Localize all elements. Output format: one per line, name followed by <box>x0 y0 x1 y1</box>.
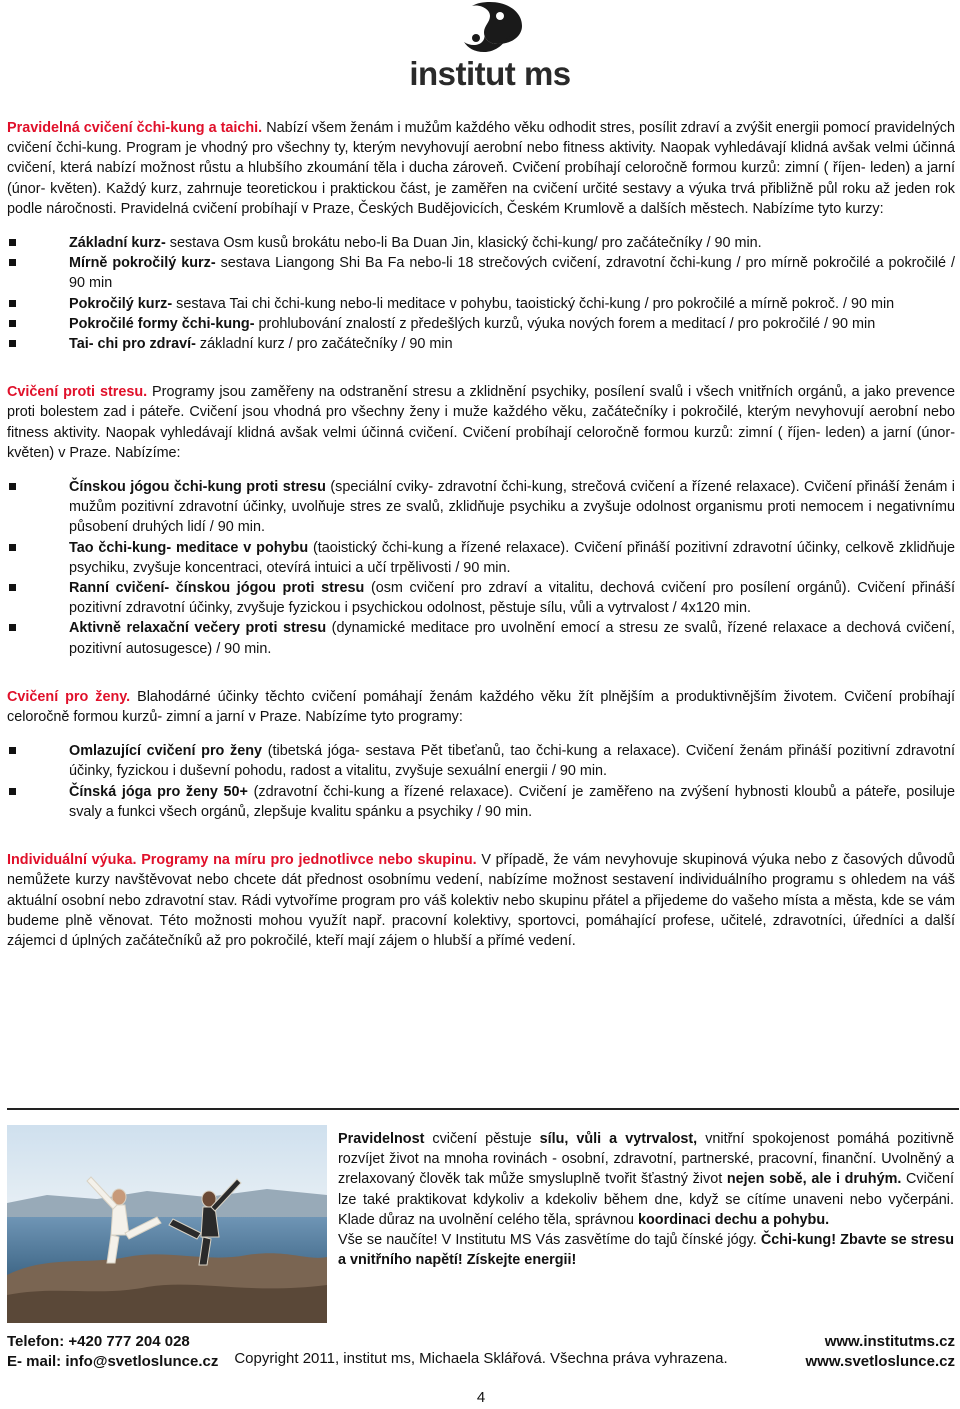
section-body: Nabízí všem ženám i mužům každého věku odhodit stres, posílit zdraví a zvýšit energii pomocí pravidelných cvičení čchi-kung. Program je vhodný pro všechny ty, kterým nevyhovují aerobní nebo fitness aktivity. Naopak vyhledávají klidná avšak velmi účinná cvičení, která nabízí možnost růstu a hlubšího zkoumání těla i ducha zároveň. Cvičení probíhají celoročně formou kurzů: zimní ( říjen- leden) a jarní (únor- květen). Každý kurz, zahrnuje teoretickou i praktickou část, je zaměřen na cvičení určité sestavy a výuka trvá přibližně půl roku až jeden rok podle náročnosti. Pravidelná cvičení probíhají v Praze, Českých Budějovicích, Českém Krumlově a dalších městech. Nabízíme tyto kurzy: <box>7 120 956 217</box>
item-title: Základní kurz- <box>69 235 166 252</box>
section-heading: Cvičení pro ženy. <box>7 688 131 705</box>
section-individual <box>7 850 955 951</box>
section-stress <box>7 382 955 463</box>
list-item <box>7 294 955 314</box>
logo-text: institut ms <box>409 55 571 92</box>
copyright: Copyright 2011, institut ms, Michaela Sklářová. Všechna práva vyhrazena. <box>234 1350 728 1367</box>
item-text: sestava Tai chi čchi-kung nebo-li meditace v pohybu, taoistický čchi-kung / pro pokročilé a mírně pokroč. / 90 min <box>172 295 895 312</box>
sidebox-text <box>338 1129 954 1270</box>
item-text: základní kurz / pro začátečníky / 90 min <box>195 336 453 353</box>
item-title: Aktivně relaxační večery proti stresu <box>69 620 327 637</box>
footer-web-link[interactable]: www.svetloslunce.cz <box>805 1353 955 1370</box>
item-text: prohlubování znalostí z předešlých kurzů, výuka nových forem a meditací / pro pokročilé / 90 min <box>254 315 876 332</box>
section-heading: Pravidelná cvičení čchi-kung a taichi. <box>7 120 263 136</box>
item-text: sestava Osm kusů brokátu nebo-li Ba Duan Jin, klasický čchi-kung/ pro začátečníky / 90 min. <box>165 235 762 252</box>
list-item <box>7 782 955 822</box>
item-text: (dynamické meditace pro uvolnění emocí a stresu ze svalů, řízené relaxace a dechová cvičení, pozitivní autosugesce) / 90 min. <box>69 620 956 657</box>
section-regular-courses <box>7 118 955 219</box>
item-text: (tibetská jóga- sestava Pět tibeťanů, tao čchi-kung a relaxace). Cvičení ženám přináší pozitivní zdravotní účinky, fyzickou i duševní pohodu, radost a vitalitu, zvyšuje sexuální energii / 90 min. <box>69 743 955 780</box>
list-item <box>7 477 955 538</box>
item-title: Čínskou jógou čchi-kung proti stresu <box>69 479 326 496</box>
item-title: Omlazující cvičení pro ženy <box>69 743 263 760</box>
list-item <box>7 741 955 781</box>
item-title: Tai- chi pro zdraví- <box>69 336 196 353</box>
yoga-photo <box>7 1125 327 1323</box>
institut-ms-logo <box>400 0 580 96</box>
section-body: V případě, že vám nevyhovuje skupinová výuka nebo z časových důvodů nemůžete kurzy navštěvovat nebo chcete dát přednost osobnímu vedení, nabízíme možnost sestavení individuálního programu s ohledem na váš aktuální osobní nebo zdravotní stav. Rádi vytvoříme program pro váš kolektiv nebo skupinu přátel a přijedeme do vašeho místa a města, kde se vám budeme plně věnovat. Této možnosti mohou využít např. pracovní kolektivy, sportovci, pomáhající profese, učitelé, zdravotníci, úředníci a další zájemci d úplných začátečníků až pro pokročilé, kteří mají zájem o hlubší a přímé vedení. <box>7 852 956 949</box>
emphasis: Pravidelnost <box>338 1131 425 1147</box>
page-number: 4 <box>476 1389 486 1406</box>
item-text: (speciální cviky- zdravotní čchi-kung, strečová cvičení a řízené relaxace). Cvičení přináší ženám i mužům pozitivní zdravotní účinky, uvolňuje stres ze svalů, zklidňuje psychiku a zvyšuje odolnost organismu proti nemocem i negativnímu působení druhých lidí / 90 min. <box>69 479 955 536</box>
list-item <box>7 334 955 354</box>
item-text: (taoistický čchi-kung a řízené relaxace). Cvičení přináší pozitivní zdravotní účinky, celkově zklidňuje psychiku, zvyšuje koncentraci, otevírá intuici a učí trpělivosti / 90 min. <box>69 539 955 576</box>
text: vnitřní spokojenost pomáhá pozitivně rozvíjet život na mnoha rovinách - osobní, zdravotní, partnerské, pracovní, finanční. Uvolněný a zrelaxovaný člověk tak může smysluplně tvořit šťastný život <box>338 1131 954 1188</box>
item-text: (zdravotní čchi-kung a řízené relaxace). Cvičení je zaměřeno na zvýšení hybnosti kloubů a páteře, posiluje svaly a funkci všech orgánů, zlepšuje kvalitu spánku a psychiky / 90 min. <box>69 783 955 820</box>
list-item <box>7 578 955 618</box>
item-title: Čínská jóga pro ženy 50+ <box>69 783 248 800</box>
list-item <box>7 314 955 334</box>
section-heading: Individuální výuka. Programy na míru pro jednotlivce nebo skupinu. <box>7 852 477 869</box>
section-body: Blahodárné účinky těchto cvičení pomáhají ženám každého věku žít plnějším a produktivnějším životem. Cvičení probíhají celoročně formou kurzů- zimní a jarní v Praze. Nabízíme tyto programy: <box>7 688 956 726</box>
sidebox-paragraph <box>338 1129 954 1230</box>
yoga-photo-illustration <box>7 1125 327 1323</box>
section-women <box>7 687 955 727</box>
item-title: Tao čchi-kung- meditace v pohybu <box>69 539 309 556</box>
list-item <box>7 538 955 578</box>
footer-email: E- mail: info@svetloslunce.cz <box>7 1353 219 1370</box>
text: Vše se naučíte! V Institutu MS Vás zasvětíme do tajů čínské jógy. <box>338 1232 761 1249</box>
list-item <box>7 233 955 253</box>
section-heading: Cvičení proti stresu. <box>7 384 148 401</box>
item-title: Ranní cvičení- čínskou jógou proti stresu <box>69 580 365 597</box>
item-title: Mírně pokročilý kurz- <box>69 255 216 272</box>
divider <box>7 1108 959 1110</box>
yin-yang-icon <box>450 0 530 62</box>
item-text: (osm cvičení pro zdraví a vitalitu, dechová cvičení pro posílení orgánů). Cvičení přináší pozitivní zdravotní účinky, zvyšuje fyzickou i psychickou odolnost, pěstuje sílu, vůli a vytrvalost / 4x120 min. <box>69 580 955 617</box>
women-list <box>7 741 955 822</box>
list-item <box>7 253 955 293</box>
item-text: sestava Liangong Shi Ba Fa nebo-li 18 strečových cvičení, zdravotní čchi-kung / pro mírně pokročilé a pokročilé / 90 min <box>69 255 955 292</box>
stress-list <box>7 477 955 659</box>
emphasis: Čchi-kung! Zbavte se stresu a vnitřního napětí! Získejte energii! <box>338 1232 954 1269</box>
content <box>7 118 955 951</box>
item-title: Pokročilé formy čchi-kung- <box>69 315 255 332</box>
course-list <box>7 233 955 354</box>
text: cvičení pěstuje <box>424 1131 540 1147</box>
footer-phone: Telefon: +420 777 204 028 <box>7 1333 190 1350</box>
section-body: Programy jsou zaměřeny na odstranění stresu a zklidnění psychiky, posílení svalů i všech vnitřních orgánů, a jako prevence proti bolestem zad i páteře. Cvičení jsou vhodná pro všechny ženy i muže každého věku, začátečníky i pokročilé, kterým nevyhovují aerobní nebo fitness aktivity. Naopak vyhledávají klidná avšak velmi účinná cvičení. Cvičení probíhají celoročně formou kurzů: zimní ( říjen- leden) a jarní (únor- květen) v Praze. Nabízíme: <box>7 384 955 461</box>
list-item <box>7 618 955 658</box>
emphasis: koordinaci dechu a pohybu. <box>638 1211 830 1228</box>
emphasis: nejen sobě, ale i druhým. <box>726 1171 902 1188</box>
text: Cvičení lze také praktikovat kdykoliv a kdekoliv během dne, když se cítíme unaveni nebo vyčerpáni. Klade důraz na uvolnění celého těla, správnou <box>338 1171 955 1228</box>
sidebox-callout <box>338 1230 954 1270</box>
item-title: Pokročilý kurz- <box>69 295 173 312</box>
footer-web-link[interactable]: www.institutms.cz <box>824 1333 955 1350</box>
page <box>7 0 955 1409</box>
emphasis: sílu, vůli a vytrvalost, <box>539 1131 698 1147</box>
